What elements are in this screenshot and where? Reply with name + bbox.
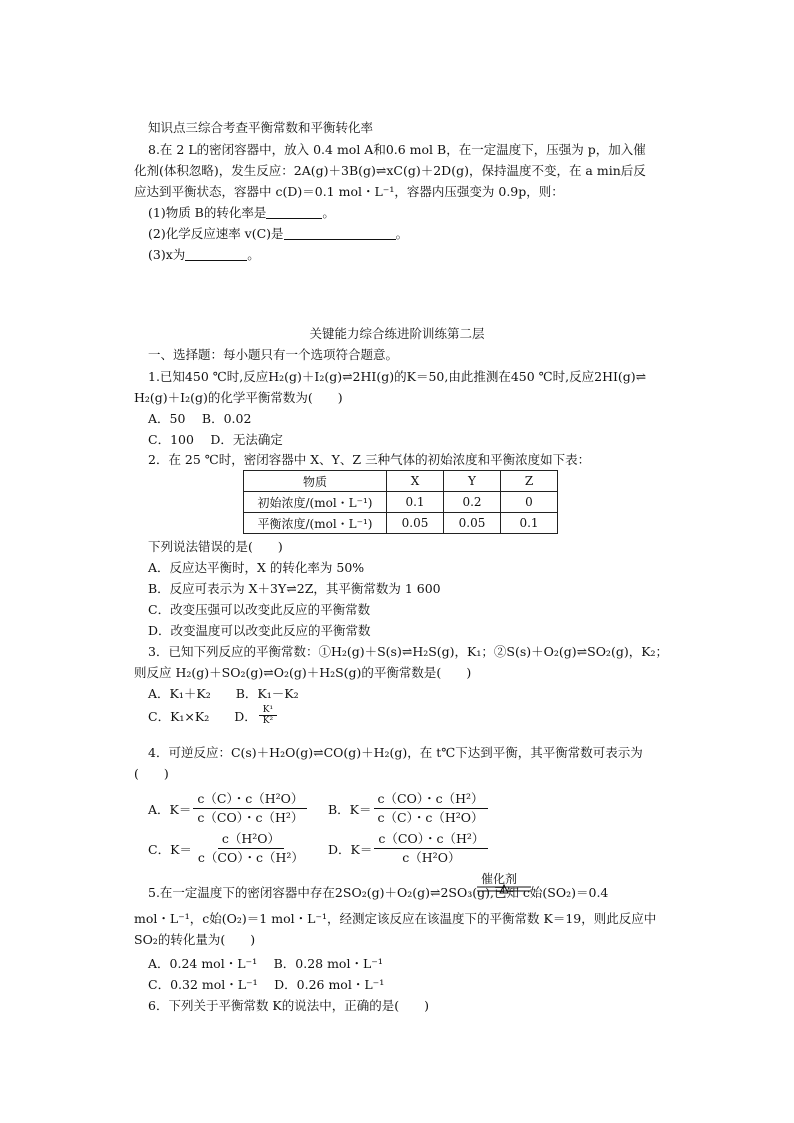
fraction-numerator: c（CO）・c（H²） — [374, 830, 488, 849]
table-cell: 0.05 — [444, 513, 501, 534]
question-4-option-b — [328, 790, 488, 827]
fraction-denominator: K² — [262, 716, 274, 726]
fraction-denominator: c（CO）・c（H²） — [197, 850, 304, 865]
sub-3-text: (3)x为 — [148, 247, 186, 262]
question-6-line-1: 6．下列关于平衡常数 K的说法中，正确的是( ) — [148, 998, 430, 1013]
table-cell: 平衡浓度/(mol・L⁻¹) — [244, 513, 387, 534]
sub-1-text: (1)物质 B的转化率是 — [148, 205, 267, 220]
fraction-denominator: c（CO）・c（H²） — [197, 810, 304, 825]
table-cell: 0.2 — [444, 492, 501, 513]
table-cell: 0.1 — [387, 492, 444, 513]
question-8-line-1: 8.在 2 L的密闭容器中，放入 0.4 mol A和0.6 mol B，在一定温度下，压强为 p，加入催 — [148, 142, 646, 157]
table-header-row — [244, 471, 558, 492]
table-header-cell: 物质 — [244, 471, 387, 492]
table-cell: 初始浓度/(mol・L⁻¹) — [244, 492, 387, 513]
catalyst-label: 催化剂 — [481, 872, 518, 886]
choice-heading: 一、选择题：每小题只有一个选项符合题意。 — [148, 347, 399, 362]
sub-1-end: 。 — [322, 205, 335, 220]
question-8-line-3: 应达到平衡状态，容器中 c(D)＝0.1 mol・L⁻¹，容器内压强变为 0.9p，则： — [134, 184, 564, 199]
question-1-options-cd: C．100 D．无法确定 — [148, 432, 283, 447]
answer-blank-3[interactable] — [185, 246, 247, 261]
fraction-denominator: c（H²O） — [402, 850, 461, 865]
fraction — [193, 790, 307, 827]
fraction — [194, 830, 308, 867]
fraction-numerator: c（CO）・c（H²） — [374, 790, 488, 809]
question-2-option-a: A．反应达平衡时，X 的转化率为 50% — [148, 560, 365, 575]
question-4-option-a — [148, 790, 307, 827]
fraction — [374, 830, 488, 867]
question-3-option-c: C．K₁×K₂ D． — [148, 708, 257, 724]
sub-2-text: (2)化学反应速率 v(C)是 — [148, 226, 284, 241]
section-title: 知识点三综合考查平衡常数和平衡转化率 — [148, 120, 374, 135]
fraction — [374, 790, 488, 827]
table-header-cell: X — [387, 471, 444, 492]
question-3-line-1: 3．已知下列反应的平衡常数：①H₂(g)＋S(s)⇌H₂S(g)，K₁；②S(s)＋O₂(g)⇌SO₂(g)，K₂； — [148, 644, 669, 659]
question-1-options-ab: A．50 B．0.02 — [148, 411, 252, 426]
question-5-options-cd: C．0.32 mol・L⁻¹ D．0.26 mol・L⁻¹ — [148, 977, 385, 992]
question-2-option-d: D．改变温度可以改变此反应的平衡常数 — [148, 623, 371, 638]
concentration-table — [243, 470, 558, 534]
question-2-line-1: 2．在 25 ℃时，密闭容器中 X、Y、Z 三种气体的初始浓度和平衡浓度如下表： — [148, 452, 591, 467]
fraction-denominator: c（C）・c（H²O） — [377, 810, 484, 825]
table-header-cell: Z — [501, 471, 558, 492]
question-5-line-2: mol・L⁻¹，c始(O₂)＝1 mol・L⁻¹，经测定该反应在该温度下的平衡常数 K＝19，则此反应中 — [134, 911, 657, 926]
table-cell: 0.1 — [501, 513, 558, 534]
option-label: B．K＝ — [328, 801, 372, 817]
part-2-heading: 关键能力综合练进阶训练第二层 — [309, 326, 485, 341]
question-8-sub-1 — [148, 204, 335, 222]
fraction-numerator: K¹ — [259, 705, 277, 716]
table-cell: 0.05 — [387, 513, 444, 534]
question-5-line-3: SO₂的转化量为( ) — [134, 932, 256, 947]
fraction-k1-over-k2 — [259, 705, 277, 726]
question-1-line-1: 1.已知450 ℃时,反应H₂(g)＋I₂(g)⇌2HI(g)的K＝50,由此推测在450 ℃时,反应2HI(g)⇌ — [148, 369, 647, 384]
table-header-cell: Y — [444, 471, 501, 492]
question-5-line-1: 5.在一定温度下的密闭容器中存在2SO₂(g)＋O₂(g)⇌2SO₃(g),已知 c始(SO₂)＝0.4 — [148, 885, 609, 900]
fraction-numerator: c（H²O） — [218, 830, 284, 849]
question-3-line-2: 则反应 H₂(g)＋SO₂(g)⇌O₂(g)＋H₂S(g)的平衡常数是( ) — [134, 665, 472, 680]
sub-3-end: 。 — [247, 247, 260, 262]
table-cell: 0 — [501, 492, 558, 513]
question-3-options-cd — [148, 705, 277, 726]
question-4-line-1: 4．可逆反应：C(s)＋H₂O(g)⇌CO(g)＋H₂(g)，在 t℃下达到平衡，其平衡常数可表示为 — [148, 745, 643, 760]
question-5-options-ab: A．0.24 mol・L⁻¹ B．0.28 mol・L⁻¹ — [148, 956, 383, 971]
question-3-options-ab: A．K₁＋K₂ B．K₁－K₂ — [148, 686, 299, 701]
option-label: C．K＝ — [148, 841, 192, 857]
sub-2-end: 。 — [395, 226, 409, 241]
table-row — [244, 513, 558, 534]
question-2-option-c: C．改变压强可以改变此反应的平衡常数 — [148, 602, 371, 617]
question-1-line-2: H₂(g)＋I₂(g)的化学平衡常数为( ) — [134, 390, 343, 405]
answer-blank-2[interactable] — [284, 225, 396, 240]
question-2-option-b: B．反应可表示为 X＋3Y⇌2Z，其平衡常数为 1 600 — [148, 581, 441, 596]
question-4-option-d — [328, 830, 488, 867]
question-8-sub-3 — [148, 246, 260, 264]
question-8-line-2: 化剂(体积忽略)，发生反应：2A(g)＋3B(g)⇌xC(g)＋2D(g)，保持温度不变，在 a min后反 — [134, 163, 646, 178]
question-8-sub-2 — [148, 225, 408, 243]
question-4-line-2: ( ) — [134, 766, 169, 781]
option-label: A．K＝ — [148, 801, 192, 817]
table-row — [244, 492, 558, 513]
option-label: D．K＝ — [328, 841, 373, 857]
answer-blank-1[interactable] — [266, 204, 322, 219]
fraction-numerator: c（C）・c（H²O） — [193, 790, 307, 809]
question-2-stem: 下列说法错误的是( ) — [148, 539, 283, 554]
question-4-option-c — [148, 830, 308, 867]
